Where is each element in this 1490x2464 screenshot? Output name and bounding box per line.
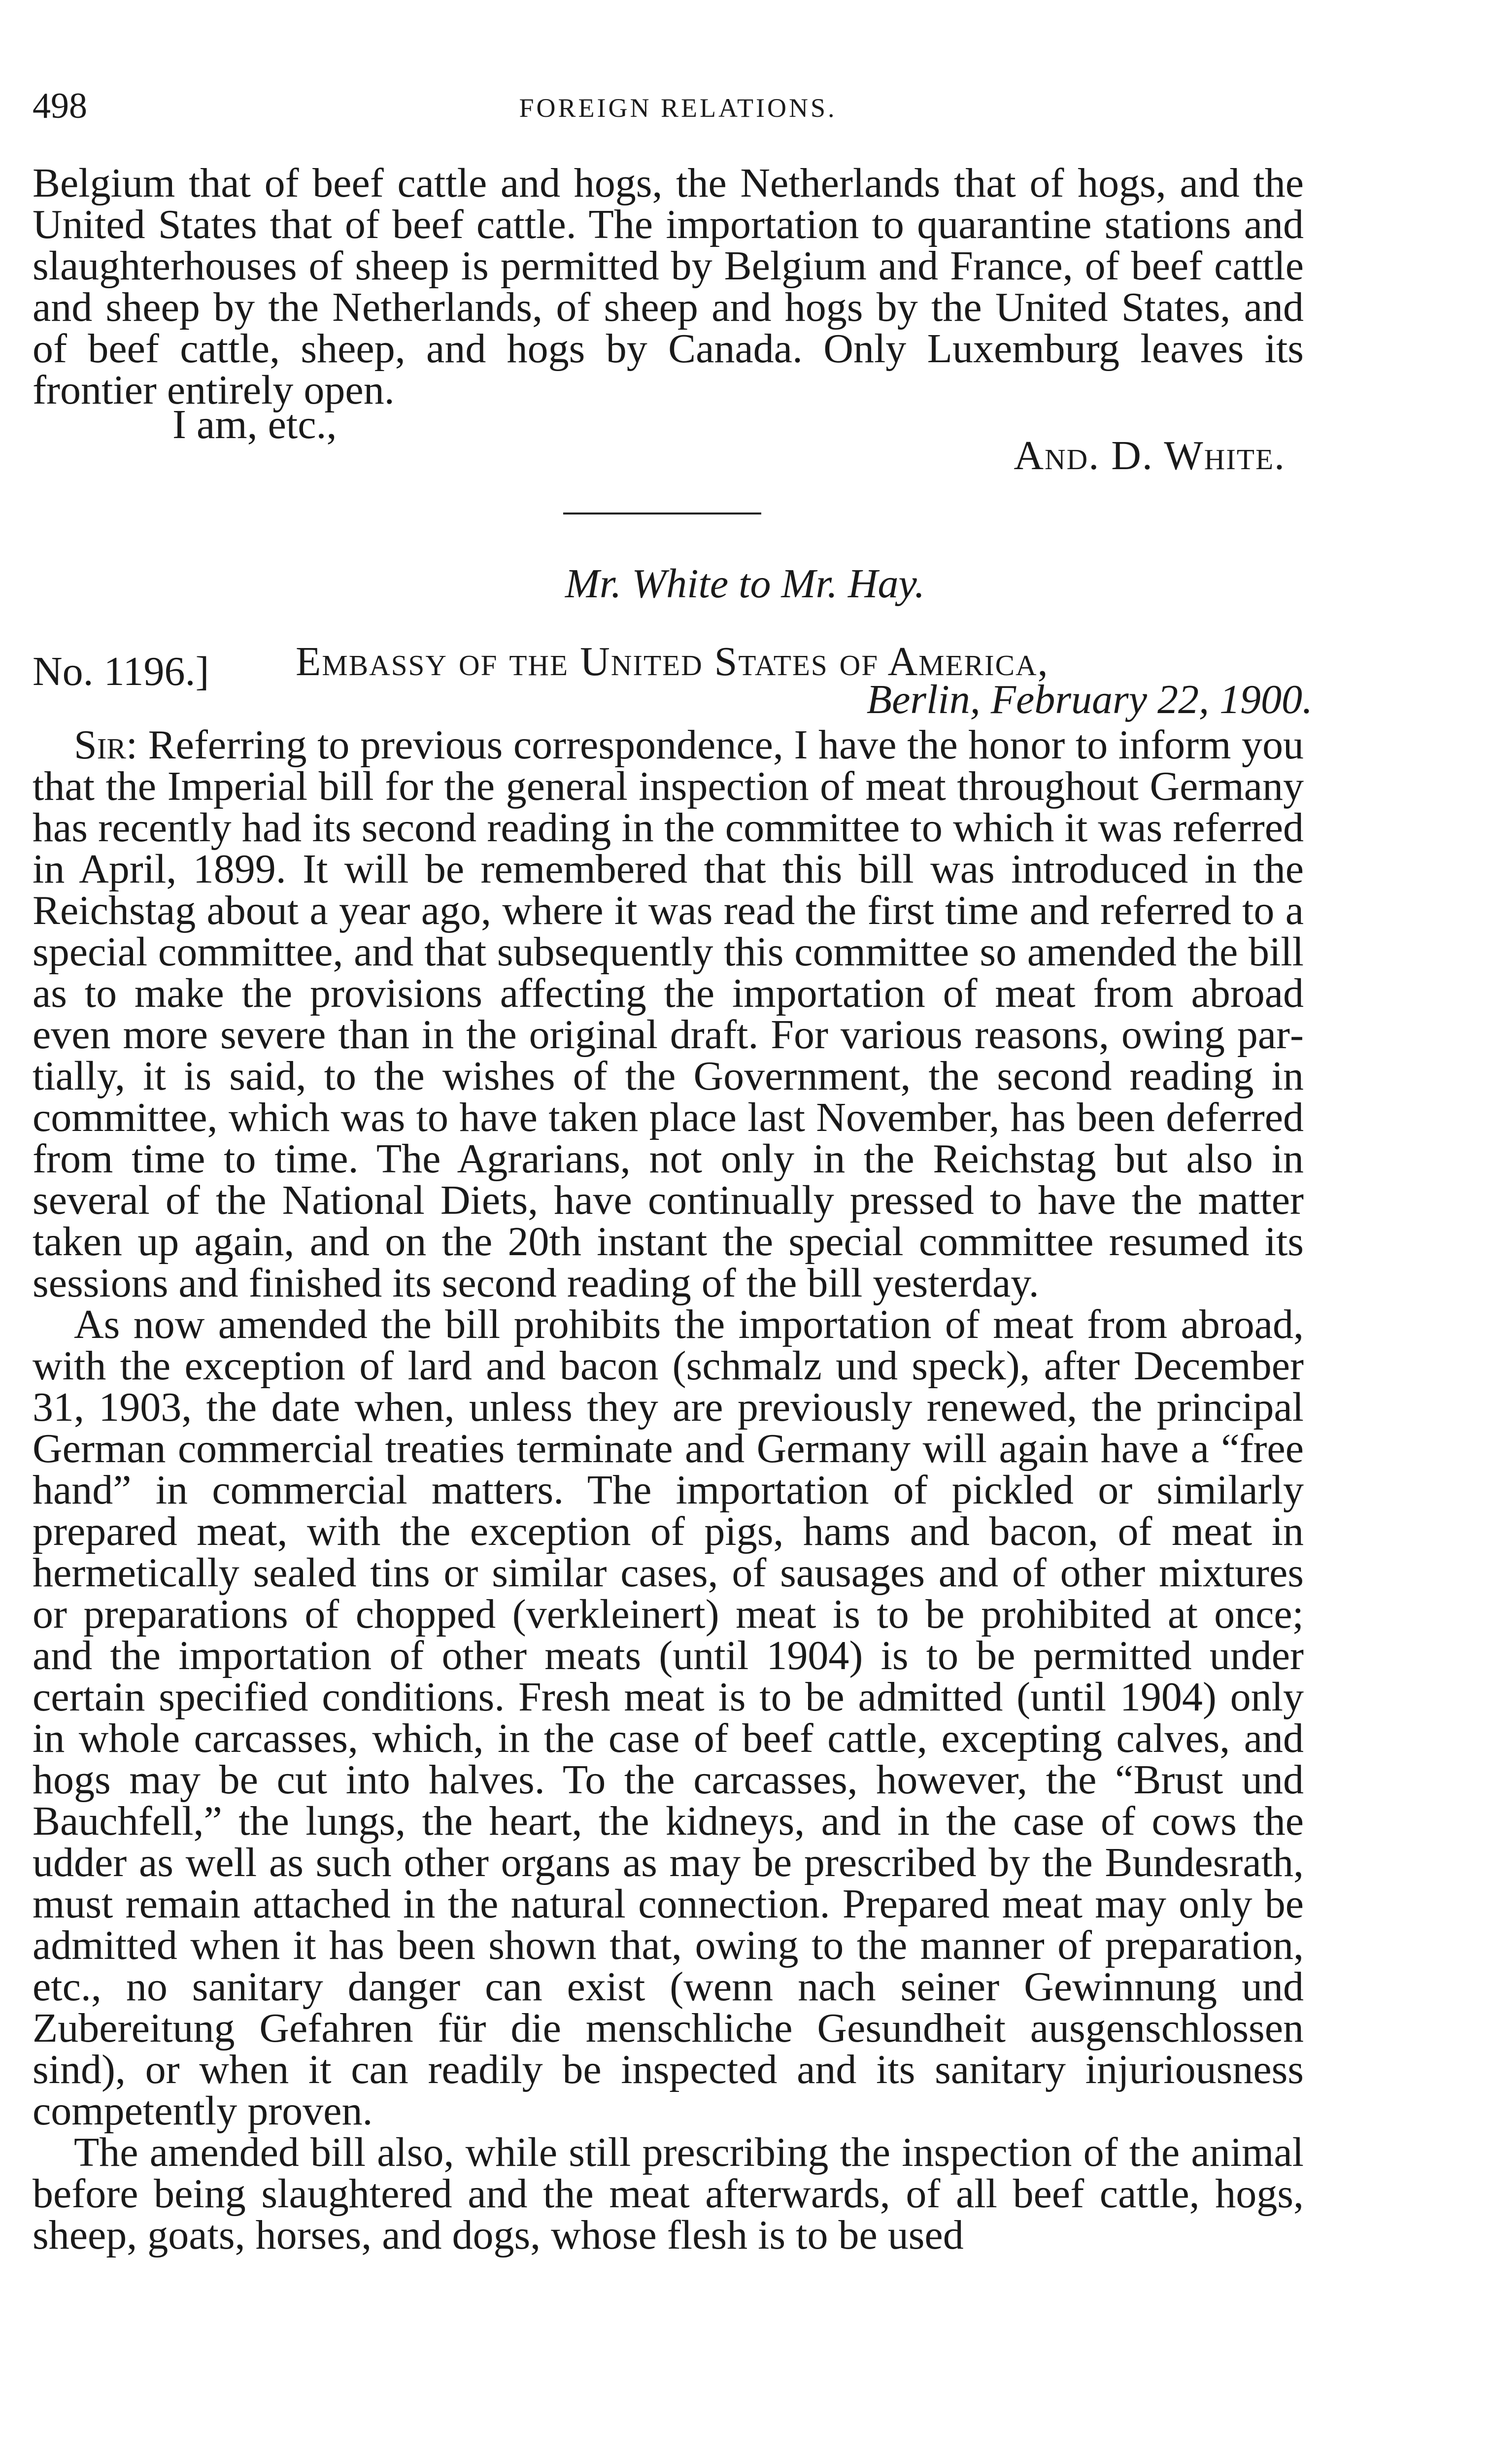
letter-body xyxy=(33,724,1304,2256)
opening-section xyxy=(33,160,1304,413)
running-head: FOREIGN RELATIONS. xyxy=(519,93,837,123)
opening-paragraph: Belgium that of beef cattle and hogs, the Netherlands that of hogs, and the United States that of beef cattle. The importation to quarantine stations and slaughterhouses of sheep is permitted by Belgium and France, of beef cattle and sheep by the Netherlands, of sheep and hogs by the United States, and of beef cattle, sheep, and hogs by Canada. Only Luxemburg leaves its frontier entirely open. xyxy=(33,160,1304,413)
letter-paragraph: The amended bill also, while still prescribing the inspection of the animal before being slaughtered and the meat afterwards, of all beef cattle, hogs, sheep, goats, horses, and dogs, whose flesh is to be used xyxy=(33,2129,1304,2258)
document-number: No. 1196.] xyxy=(33,649,209,694)
paragraph-text: Referring to previous correspondence, I have the honor to inform you that the Imperial bill for the general inspection of meat throughout Germany has recently had its second reading in the committee to which it was referred in April, 1899. It will be remembered that this bill was introduced in the Reichstag about a year ago, where it was read the first time and referred to a special committee, and that subsequently this committee so amended the bill as to make the provisions affecting the importation of meat from abroad even more severe than in the original draft. For various reasons, owing partially, it is said, to the wishes of the Government, the second reading in committee, which was to have taken place last November, has been deferred from time to time. The Agrarians, not only in the Reichstag but also in several of the National Diets, have continually pressed to have the matter taken up again, and on the 20th instant the special committee resumed its sessions and finished its second reading of the bill yesterday. xyxy=(33,722,1304,1306)
place-and-date: Berlin, February 22, 1900. xyxy=(866,677,1313,722)
page-header xyxy=(33,84,1323,128)
page-number: 498 xyxy=(33,86,87,126)
letter-closing: I am, etc., xyxy=(172,402,337,447)
section-divider xyxy=(563,513,761,514)
correspondence-title: Mr. White to Mr. Hay. xyxy=(565,561,925,607)
letter-paragraph: As now amended the bill prohibits the importation of meat from abroad, with the exception of lard and bacon (schmalz und speck), after December 31, 1903, the date when, unless they are previously renewed, the principal German commercial treaties terminate and Germany will again have a “free hand” in commercial matters. The importation of pickled or similarly prepared meat, with the exception of pigs, hams and bacon, of meat in hermetically sealed tins or similar cases, of sausages and of other mixtures or preparations of chopped (verkleinert) meat is to be prohibited at once; and the importation of other meats (until 1904) is to be permitted under certain specified conditions. Fresh meat is to be admitted (until 1904) only in whole carcasses, which, in the case of beef cattle, excepting calves, and hogs may be cut into halves. To the carcasses, however, the “Brust und Bauchfell,” the lungs, the heart, the kidneys, and in the case of cows the udder as well as such other organs as may be prescribed by the Bundesrath, must remain attached in the natural connection. Prepared meat may only be admitted when it has been shown that, owing to the manner of preparation, etc., no sanitary danger can exist (wenn nach seiner Gewinnung und Zubereitung Gefahren für die menschliche Gesundheit ausgenschlossen sind), or when it can readily be inspected and its sanitary injuriousness competently proven. xyxy=(33,1301,1304,2134)
signature: And. D. White. xyxy=(1014,433,1286,479)
embassy-heading: Embassy of the United States of America, xyxy=(296,639,1049,684)
letter-paragraph xyxy=(33,724,1304,1304)
salutation: Sir: xyxy=(74,722,138,768)
